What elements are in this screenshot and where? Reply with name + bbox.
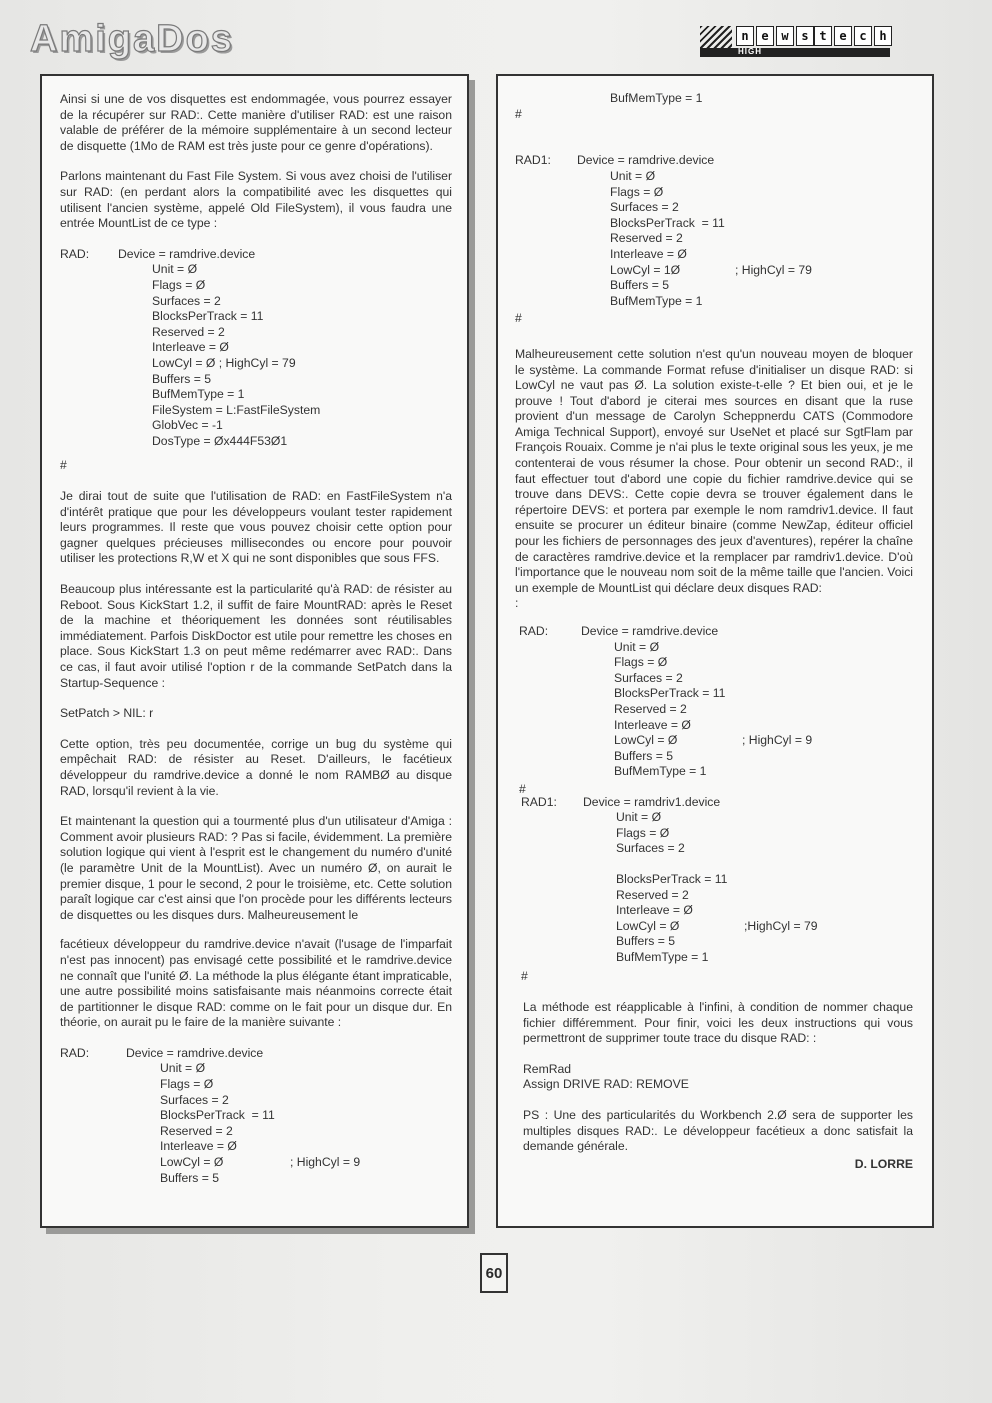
- code-line: Buffers = 5: [152, 371, 212, 386]
- code-line: Surfaces = 2: [160, 1092, 229, 1107]
- code-line-extra: ;HighCyl = 79: [744, 918, 818, 933]
- paragraph: facétieux développeur du ramdrive.device n'avait (l'usage de l'imparfait n'est pas innocent) pas envisagé cette possibilité et le ramdrive.device ne connaît que l'unité Ø. La méthode la plus élégante étant impraticable, une autre possibilité moins satisfaisante mais néanmoins correcte était de partitionner le disque RAD: comme on le fait pour un disque dur. En théorie, on aurait pu le faire de la manière suivante :: [60, 937, 452, 1030]
- mountlist-code-block-3: [515, 91, 913, 327]
- mountlist-code-block-2: [60, 1046, 452, 1186]
- code-line: DosType = Øx444F53Ø1: [152, 433, 288, 448]
- code-line: Unit = Ø: [616, 810, 662, 825]
- code-line: BlocksPerTrack = 11: [614, 686, 726, 701]
- code-label: RAD1:: [515, 153, 551, 168]
- code-line: Flags = Ø: [610, 184, 664, 199]
- code-line: Interleave = Ø: [152, 340, 229, 355]
- paragraph: PS : Une des particularités du Workbench 2.Ø sera de supporter les multiples disques RAD:. Le développeur facétieux a donc satisfait la demande générale.: [523, 1108, 913, 1154]
- paragraph: Et maintenant la question qui a tourmenté plus d'un utilisateur d'Amiga : Comment avoir plusieurs RAD: ? Pas si facile, évidemment. La première solution logique qui vient à l'esprit est le changement du numéro d'unité (le paramètre Unit de la MountList). Avec un numéro Ø, on aurait le premier disque, 1 pour le second, 2 pour le troisième, etc. Cette solution paraît logique car c'est ainsi que l'on procède pour les différents lecteurs de disquettes ou les disques durs. Malheureusement le: [60, 814, 452, 922]
- right-column-text: [515, 91, 913, 1172]
- code-line: Unit = Ø: [614, 639, 660, 654]
- code-line: Device = ramdrive.device: [581, 624, 719, 638]
- mountlist-code-block-1: [60, 247, 452, 474]
- code-line: Flags = Ø: [616, 825, 670, 840]
- logo-letter: s: [796, 26, 814, 46]
- code-line: BufMemType = 1: [614, 764, 707, 779]
- code-line: Surfaces = 2: [610, 200, 679, 215]
- code-line: Buffers = 5: [614, 748, 674, 763]
- code-line: FileSystem = L:FastFileSystem: [152, 402, 321, 417]
- paragraph: Malheureusement cette solution n'est qu'un nouveau moyen de bloquer le système. La commande Format refuse d'initialiser un disque RAD: si LowCyl ne vaut pas Ø. La solution existe-t-elle ? Et bien oui, et je le prouve ! Tout d'abord je citerai mes sources en disant que la ruse provient d'un message de Carolyn Scheppnerdu CATS (Commodore Amiga Technical Support), envoyé sur UseNet et placé sur SgtFlam par François Rouaix. Comme je n'ai plus le texte original sous les yeux, je me contenterai de vous résumer la chose. Pour obtenir un second RAD:, il faut effectuer tout d'abord une copie du fichier ramdrive.device qui se trouve dans DEVS:. Cette copie devra se trouver également dans le répertoire DEVS: et portera par exemple le nom ramdriv1.device. Il faut ensuite se procurer un éditeur binaire (comme NewZap, éditeur officiel pour les fichiers de personnages des jeux d'aventures), repérer la chaîne de caractères ramdrive.device et la remplacer par ramdriv1.device. D'où l'importance que le nouveau nom soit de la même taille que l'ancien. Voici un exemple de MountList qui déclare deux disques RAD:: [515, 346, 913, 595]
- logo-letter: c: [854, 26, 872, 46]
- code-line: Reserved = 2: [160, 1123, 233, 1138]
- code-line: Unit = Ø: [152, 262, 198, 277]
- code-line: LowCyl = Ø ; HighCyl = 79: [152, 355, 296, 370]
- code-line: Reserved = 2: [152, 324, 225, 339]
- code-line: BlocksPerTrack = 11: [616, 871, 728, 886]
- code-line: BlocksPerTrack = 11: [152, 309, 264, 324]
- command-line: SetPatch > NIL: r: [60, 706, 154, 721]
- paragraph: Parlons maintenant du Fast File System. Si vous avez choisi de l'utiliser sur RAD: (en perdant alors la compatibilité avec les disquettes qui utilisent l'ancien système, appelé Old FileSystem), il vous faudra une entrée MountList de ce type :: [60, 169, 452, 231]
- code-end-marker: #: [515, 106, 522, 121]
- code-line-extra: ; HighCyl = 79: [735, 262, 812, 277]
- code-end-marker: #: [521, 969, 528, 984]
- paragraph: La méthode est réapplicable à l'infini, à condition de nommer chaque fichier différemment. Pour finir, voici les deux instructions qui vous permettront de supprimer toute trace du disque RAD: :: [523, 1000, 913, 1046]
- code-line: Unit = Ø: [160, 1061, 206, 1076]
- code-line: Buffers = 5: [160, 1170, 220, 1185]
- logo-letter: t: [814, 26, 832, 46]
- code-line: Reserved = 2: [616, 887, 689, 902]
- logo-word-news: [736, 26, 814, 46]
- mountlist-code-block-4: [519, 624, 913, 798]
- magazine-logo: [700, 26, 890, 60]
- logo-letter: w: [776, 26, 794, 46]
- paragraph: Ainsi si une de vos disquettes est endommagée, vous pourrez essayer de la récupérer sur RAD:. Cette manière d'utiliser RAD: est une raison valable de préférer de la mémoire supplémentaire à un second lecteur de disquette (1Mo de RAM est très juste pour ce genre d'opérations).: [60, 92, 452, 153]
- page-number: 60: [480, 1253, 508, 1293]
- code-line: Flags = Ø: [614, 655, 668, 670]
- code-line: GlobVec = -1: [152, 418, 223, 433]
- code-line: LowCyl = Ø: [614, 733, 678, 748]
- code-line: BufMemType = 1: [616, 949, 709, 964]
- code-line: Buffers = 5: [616, 934, 676, 949]
- left-column-text: [60, 92, 452, 1201]
- mountlist-code-block-5: [521, 795, 913, 986]
- paragraph: Je dirai tout de suite que l'utilisation de RAD: en FastFileSystem n'a d'intérêt pratique que pour les développeurs voulant tester rapidement leurs programmes. Il reste que vous pouvez choisir cette option pour gagner quelques précieuses millisecondes ou encore pour pouvoir utiliser les protections R,W et X qui ne sont disponibles que sous FFS.: [60, 489, 452, 566]
- code-line: LowCyl = Ø: [616, 918, 680, 933]
- code-line-extra: ; HighCyl = 9: [742, 733, 813, 748]
- code-line: Surfaces = 2: [152, 293, 221, 308]
- author-signature: D. LORRE: [854, 1156, 913, 1171]
- code-line: Reserved = 2: [614, 701, 687, 716]
- code-line: Device = ramdrive.device: [577, 153, 715, 168]
- logo-word-tech: [814, 26, 892, 46]
- section-title: AmigaDos: [30, 18, 234, 60]
- code-line: Unit = Ø: [610, 168, 656, 183]
- code-line: Device = ramdrive.device: [118, 246, 256, 261]
- code-line: Buffers = 5: [610, 278, 670, 293]
- code-line-extra: ; HighCyl = 9: [290, 1155, 361, 1170]
- code-line: Interleave = Ø: [610, 246, 687, 261]
- command-line: Assign DRIVE RAD: REMOVE: [523, 1077, 689, 1092]
- logo-subtitle: HIGH: [738, 47, 762, 56]
- code-line: Flags = Ø: [152, 277, 206, 292]
- paragraph: :: [515, 596, 519, 611]
- logo-letter: e: [834, 26, 852, 46]
- paragraph: Beaucoup plus intéressante est la particularité qu'à RAD: de résister au Reboot. Sous KickStart 1.2, il suffit de faire MountRAD: après le Reset de la machine et théoriquement les données sont réutilisables immédiatement. Parfois DiskDoctor est utile pour remettre les choses en place. Sous KickStart 1.3 on peut même redémarrer avec RAD:. Dans ce cas, il faut avoir utilisé l'option r de la commande SetPatch dans la Startup-Sequence :: [60, 582, 452, 690]
- code-label: RAD:: [519, 624, 549, 638]
- code-end-marker: #: [519, 781, 526, 796]
- code-line: BufMemType = 1: [152, 387, 245, 402]
- code-line: Interleave = Ø: [614, 717, 691, 732]
- code-line: LowCyl = Ø: [160, 1155, 224, 1170]
- code-line: Reserved = 2: [610, 231, 683, 246]
- code-end-marker: #: [515, 311, 522, 326]
- code-line: Flags = Ø: [160, 1077, 214, 1092]
- code-line: BufMemType = 1: [610, 293, 703, 308]
- logo-letter: h: [874, 26, 892, 46]
- code-line: Surfaces = 2: [616, 841, 685, 856]
- code-line: BlocksPerTrack = 11: [160, 1108, 275, 1123]
- code-label: RAD1:: [521, 794, 557, 809]
- code-line: Interleave = Ø: [616, 903, 693, 918]
- code-label: RAD:: [60, 246, 90, 261]
- code-line: Surfaces = 2: [614, 670, 683, 685]
- code-label: RAD:: [60, 1045, 90, 1060]
- command-line: RemRad: [523, 1061, 572, 1076]
- code-line: BlocksPerTrack = 11: [610, 215, 725, 230]
- code-line: Device = ramdrive.device: [126, 1045, 264, 1060]
- code-line: Device = ramdriv1.device: [583, 794, 721, 809]
- code-line: BufMemType = 1: [610, 91, 703, 105]
- logo-letter: e: [756, 26, 774, 46]
- paragraph: Cette option, très peu documentée, corrige un bug du système qui empêchait RAD: de résister au Reset. D'ailleurs, le facétieux développeur du ramdrive.device a donné le nom RAMBØ au disque RAD, lorsqu'il revient à la vie.: [60, 736, 452, 798]
- logo-letter: n: [736, 26, 754, 46]
- logo-bar: [700, 48, 890, 57]
- code-line: LowCyl = 1Ø: [610, 262, 681, 277]
- code-line: Interleave = Ø: [160, 1139, 237, 1154]
- code-end-marker: #: [60, 458, 67, 473]
